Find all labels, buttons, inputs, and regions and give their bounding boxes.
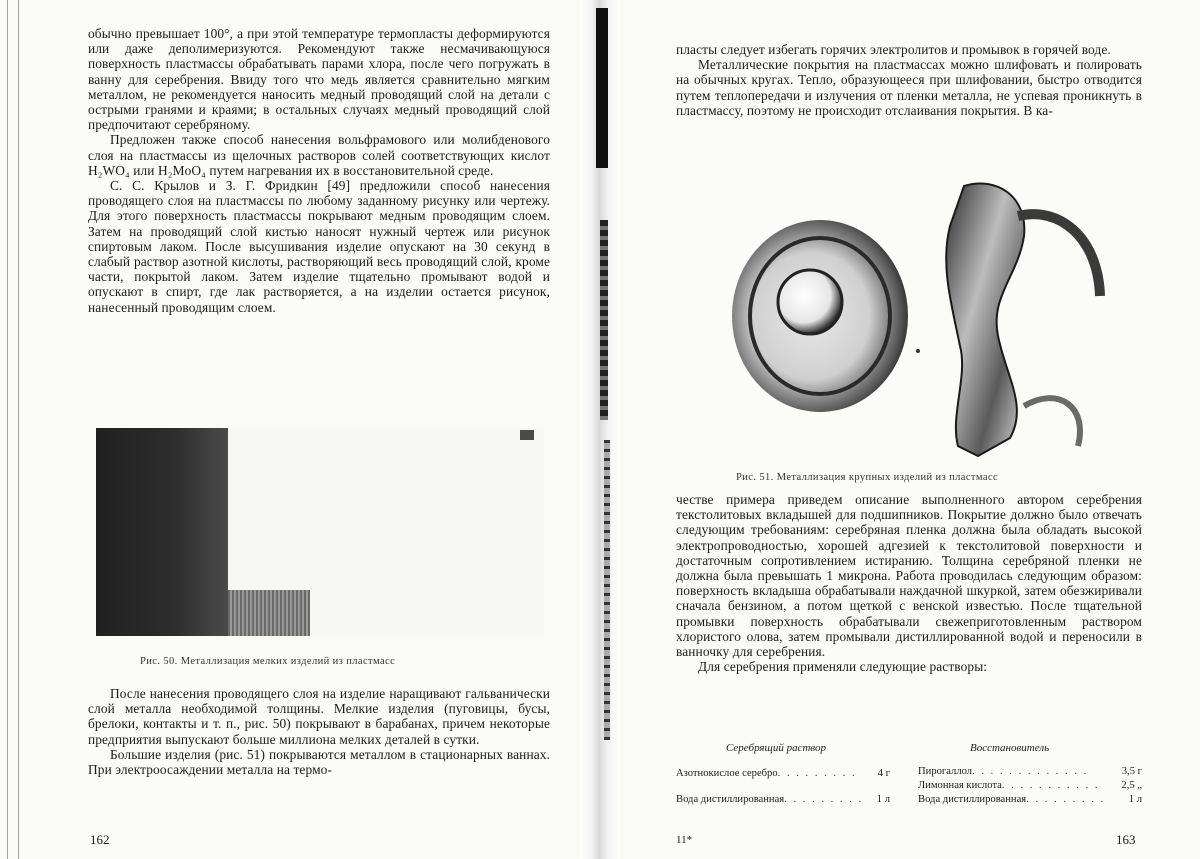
figure-51-image [728, 176, 1148, 460]
leader-dots: . . . . . . . . . . . . . [972, 766, 1089, 777]
leader-dots: . . . . . . . . . [784, 794, 864, 805]
table-cell: Азотнокислое серебро [676, 768, 778, 779]
table-header: Серебрящий раствор [726, 742, 827, 754]
figure-50-detail [520, 430, 534, 440]
spine-shadow [600, 220, 608, 420]
figure-50-shadow [96, 428, 228, 636]
paragraph: пласты следует избегать горячих электролитов и промывок в горячей воде. [676, 42, 1111, 57]
figure-51-caption: Рис. 51. Металлизация крупных изделий из пластмасс [736, 472, 999, 483]
figure-50-caption: Рис. 50. Металлизация мелких изделий из пластмасс [140, 656, 396, 667]
table-header: Восстановитель [970, 742, 1050, 754]
table-row [918, 766, 1142, 777]
right-page-top-text [676, 42, 1142, 118]
ball-shape [778, 270, 842, 334]
paragraph: Для серебрения применяли следующие растворы: [698, 659, 988, 675]
left-page-bottom-text [88, 686, 550, 777]
left-page-text [88, 26, 550, 315]
paragraph: Предложен также способ нанесения вольфрамового или молибденового слоя на пластмассы из щелочных растворов солей соответствующих кислот H₂WO₄ или H₂MoO₄ путем нагревания их в восстановительной среде. [88, 132, 550, 178]
paragraph: После нанесения проводящего слоя на изделие наращивают гальванически слой металла необходимой толщины. Мелкие изделия (пуговицы, бусы, брелоки, контакты и т. п., рис. 50) покрывают в барабанах, причем некоторые предприятия выпускают больше миллиона мелких деталей в сутки. [88, 686, 550, 747]
paragraph: обычно превышает 100°, а при этой температуре термопласты деформируются или даже деполимеризуются. Рекомендуют также несмачивающуюся поверхность пластмассы обрабатывать парами хлора, после чего погружать в ванну для серебрения. Ввиду того что медь является сравнительно мягким металлом, не рекомендуется наносить медный проводящий слой на детали с острыми гранями и краями; в остальных случаях медный проводящий слой предпочитают серебряному. [88, 26, 550, 133]
table-row [918, 794, 1142, 805]
table-cell: Вода дистиллированная [676, 794, 785, 805]
paragraph: Металлические покрытия на пластмассах можно шлифовать и полировать на обычных кругах. Тепло, образующееся при шлифовании, быстро отводится путем теплопередачи и излучения от пленки металла, не успевая проникнуть в пластмассу, поэтому не происходит отслаивания покрытия. В ка- [676, 57, 1142, 118]
table-cell: 4 г [877, 768, 890, 779]
page-number: 162 [90, 832, 110, 847]
right-page-lower-text [676, 492, 1142, 674]
paragraph: Большие изделия (рис. 51) покрываются металлом в стационарных ваннах. При электроосаждении металла на термо- [88, 746, 550, 778]
table-cell: Лимонная кислота [918, 780, 1002, 791]
leader-dots: . . . . . . . . . [1026, 794, 1106, 805]
paragraph: С. С. Крылов и З. Г. Фридкин [49] предложили способ нанесения проводящего слоя на пластмассы по любому заданному рисунку или чертежу. Для этого поверхность пластмассы покрывают медным проводящим слоем. Затем на проводящий слой кистью наносят нужный чертеж или рисунок спиртовым лаком. После высушивания изделие опускают на 30 секунд в слабый раствор азотной кислоты, растворяющий весь проводящий слой, кроме части, покрытой лаком. Затем изделие тщательно промывают водой и опускают в спирт, где лак растворяется, а на изделии остается рисунок, нанесенный проводящим слоем. [88, 178, 550, 315]
spine-shadow [604, 440, 610, 740]
leader-dots: . . . . . . . . . . . [1001, 780, 1100, 791]
table-cell: 2,5 „ [1121, 780, 1142, 791]
page-number: 163 [1116, 832, 1136, 847]
table-cell: Вода дистиллированная [918, 794, 1027, 805]
figure-50-detail [228, 590, 310, 636]
table-cell: 1 л [876, 794, 890, 805]
table-cell: 3,5 г [1121, 766, 1142, 777]
table-row [918, 780, 1142, 791]
table-cell: Пирогаллол [918, 766, 973, 777]
table-cell: 1 л [1128, 794, 1142, 805]
table-row [676, 768, 890, 779]
leader-dots: . . . . . . . . . [777, 768, 857, 779]
scan-left-edge [2, 0, 20, 859]
spine-shadow [596, 8, 608, 168]
paragraph: честве примера приведем описание выполненного автором серебрения текстолитовых вкладышей для подшипников. Покрытие должно было отвечать следующим требованиям: серебряная пленка должна была обладать высокой электропроводностью, хорошей адгезией к текстолитовой поверхности и достаточным сопротивлением истиранию. Толщина серебряной пленки не должна была превышать 1 микрона. Работа проводилась следующим образом: поверхность вкладыша обрабатывали наждачной шкуркой, затем обезжиривали сначала бензином, а потом щеткой с венской известью. После тщательной промывки поверхность обрабатывали свежеприготовленным раствором хлористого олова, затем промывали дистиллированной водой и переносили в ванночку для серебрения. [676, 492, 1142, 660]
printer-signature: 11* [676, 834, 693, 846]
table-row [676, 794, 890, 805]
